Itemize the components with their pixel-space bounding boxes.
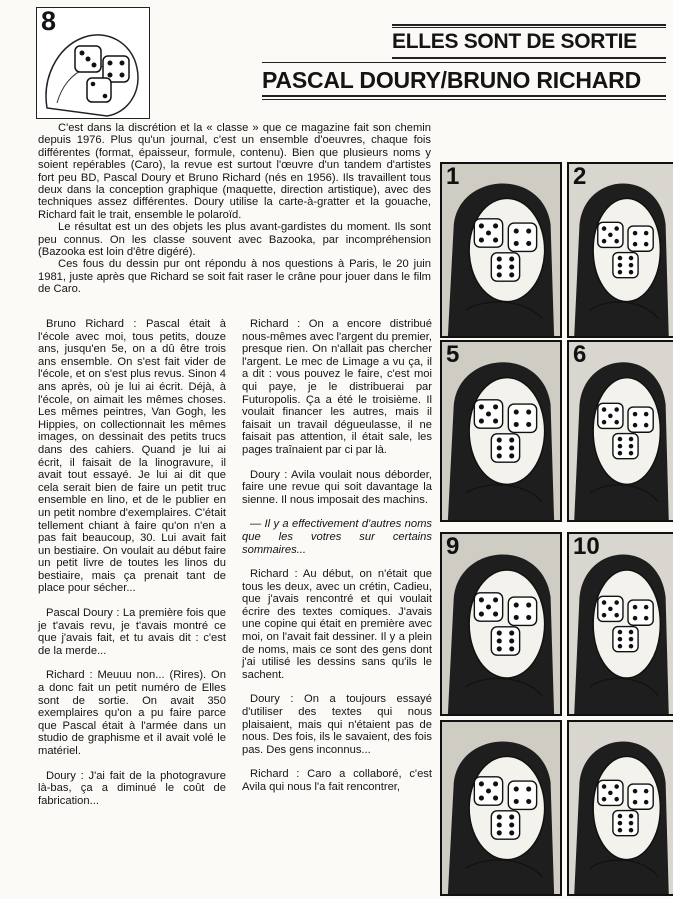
interview-column-left <box>38 318 226 819</box>
dice-face-portrait <box>442 534 560 714</box>
panel-number: 10 <box>573 533 600 560</box>
intro-paragraph: C'est dans la discrétion et la « classe » que ce magazine fait son chemin depuis 1976. Plus qu'un journal, c'est un ensemble d'oeuvres, chaque fois différentes (format, épaisseur, formule, contenu). Bien que plusieurs noms y soient repérables (Caro), la revue est surtout l'œuvre d'un tandem d'artistes fort peu BD, Pascal Doury et Bruno Richard (nés en 1956). Ils travaillent tous deux dans la conception graphique (maquette, direction artistique), avec des techniques assez différentes. Doury utilise la carte-à-gratter et la gouache, Richard fait le trait, ensemble le polaroïd. <box>38 122 431 221</box>
panel-number: 9 <box>446 533 460 560</box>
portrait-panel <box>567 532 673 716</box>
interviewer-question: — Il y a effectivement d'autres noms que les votres sur certains sommaires... <box>242 518 432 556</box>
series-title: ELLES SONT DE SORTIE <box>392 30 637 53</box>
interview-paragraph: Doury : On a toujours essayé d'utiliser des textes qui nous plaisaient, mais qui n'étaient pas de nous. Des fois, ils le savaient, des fois pas. Des gens inconnus... <box>242 693 432 756</box>
portrait-panel <box>440 720 562 896</box>
portrait-panel <box>567 720 673 896</box>
intro-paragraph: Le résultat est un des objets les plus avant-gardistes du moment. Ils sont peu connus. On les classe souvent avec Bazooka, par incompréhension (Bazooka est loin d'être digéré). <box>38 221 431 259</box>
interview-paragraph: Bruno Richard : Pascal était à l'école avec moi, tous petits, douze ans, jusqu'en 5e, on a dû être trois ans ensemble. On s'est fait vider de l'école, et on s'est plus revus. Sinon 4 ans après, où je lui ai écrit. Déjà, à l'école, on aimait les mêmes choses. Les mêmes peintres, Van Gogh, les Hippies, on collectionnait les mêmes images, on dessinait des petits trucs dans des cahiers. Quand je lui ai écrit, il faisait de la linogravure, il avait tout essayé. Je lui ai dit que cela serait bien de faire un petit truc ensemble en lino, et de le publier en un petit nombre d'exemplaires. C'était tellement chiant à faire qu'on n'en a pas fait beaucoup, 30. Lui avait fait un bestiaire. On voulait au début faire un petit livre de toutes les linos du bestiaire, mais ça prenait tant de place pour sécher... <box>38 318 226 595</box>
interview-paragraph: Doury : J'ai fait de la photogravure là-bas, ça a diminué le coût de fabrication... <box>38 769 226 807</box>
portrait-panel <box>567 340 673 522</box>
panel-number: 6 <box>573 341 587 368</box>
interview-paragraph: Richard : Caro a collaboré, c'est Avila qui nous l'a fait rencontrer, <box>242 768 432 793</box>
header-rule <box>392 57 666 59</box>
portrait-panel <box>567 162 673 338</box>
dice-face-portrait <box>442 342 560 520</box>
header-rule <box>262 99 666 100</box>
interview-paragraph: Doury : Avila voulait nous déborder, faire une revue qui soit davantage la sienne. Il nous imposait des machins. <box>242 468 432 506</box>
interview-paragraph: Richard : Au début, on n'était que tous les deux, avec un crétin, Cadieu, que j'avais rencontré et qui voulait écrire des textes comiques. J'avais une copine qui était en première avec moi, on l'avait fait dessiner. Il y a plein de noms, mais ce sont des gens dont j'ai utilisé les dessins sans qu'ils le sachent. <box>242 568 432 681</box>
intro-text <box>38 122 431 296</box>
header-rule <box>262 95 666 97</box>
interview-paragraph: Pascal Doury : La première fois que je t'avais revu, je t'avais montré ce que j'avais fait, et tu avais dit : c'est de la merde... <box>38 607 226 657</box>
portrait-panel <box>440 532 562 716</box>
page-number: 8 <box>41 7 57 36</box>
portrait-panel <box>440 162 562 338</box>
panel-number: 1 <box>446 163 460 190</box>
interview-paragraph: Richard : On a encore distribué nous-mêmes avec l'argent du premier, presque rien. On n'allait pas chercher l'argent. Le mec de Limage a vu ça, il a dit : vous pouvez le faire, c'est moi qui paye, je le distribuerai par Futuropolis. Ça a été le troisième. Il voulait financer les autres, mais il faisait un travail dégueulasse, il ne faisait pas attention, il était sale, les pages traînaient par ci par là. <box>242 318 432 456</box>
dice-face-portrait <box>442 164 560 336</box>
dice-face-portrait <box>569 534 673 714</box>
interview-column-right <box>242 318 432 806</box>
authors-title: PASCAL DOURY/BRUNO RICHARD <box>262 67 641 93</box>
header-rule <box>392 27 666 28</box>
portrait-panel <box>440 340 562 522</box>
dice-face-portrait <box>569 722 673 894</box>
header-rule <box>262 62 666 63</box>
dice-face-portrait <box>442 722 560 894</box>
header-rule <box>392 24 666 26</box>
page-number-box <box>36 7 150 119</box>
panel-number: 2 <box>573 163 587 190</box>
intro-paragraph: Ces fous du dessin pur ont répondu à nos questions à Paris, le 20 juin 1981, juste après que Richard se soit fait raser le crâne pour jouer dans le film de Caro. <box>38 258 431 296</box>
dice-face-portrait <box>569 342 673 520</box>
panel-number: 5 <box>446 341 460 368</box>
interview-paragraph: Richard : Meuuu non... (Rires). On a donc fait un petit numéro de Elles sont de sortie. On avait 350 exemplaires qu'on a pu faire parce que Pascal était à l'armée dans un studio de graphisme et il avait volé le matériel. <box>38 669 226 757</box>
